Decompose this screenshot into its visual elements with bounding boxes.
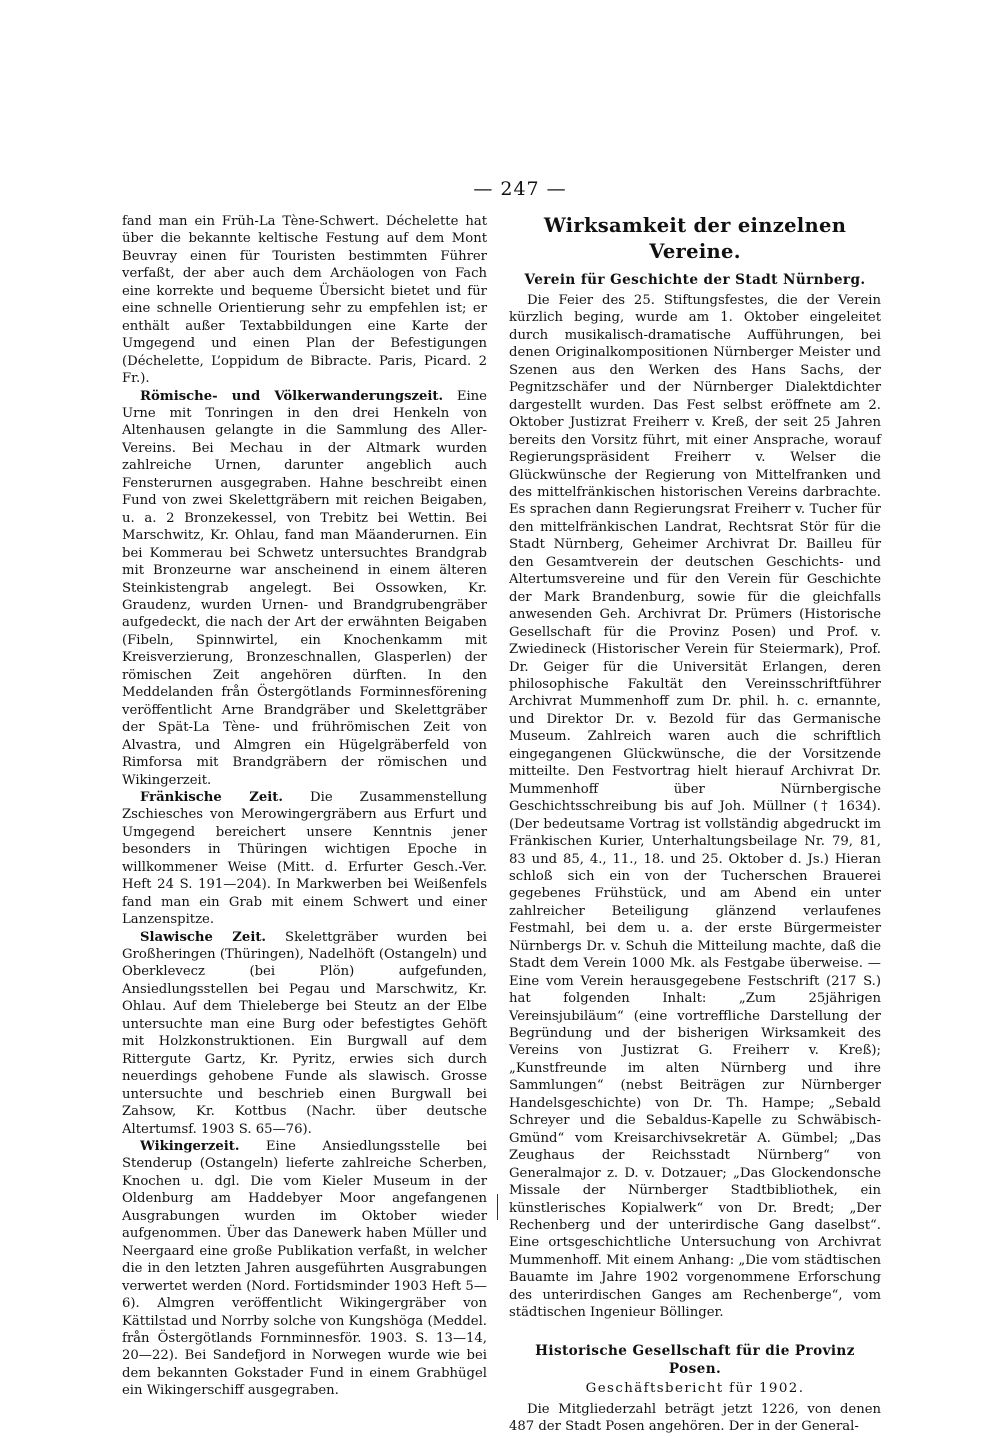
- paragraph-posen: Die Mitgliederzahl beträgt jetzt 1226, von denen 487 der Stadt Posen angehören. Der in der General-: [509, 1401, 881, 1435]
- section-roman-period: [122, 388, 487, 789]
- section-heading: Slawische Zeit.: [140, 929, 267, 945]
- section-heading: Wikingerzeit.: [140, 1139, 240, 1155]
- page-number: — 247 —: [473, 178, 567, 200]
- section-viking-period: [122, 1138, 487, 1400]
- paragraph-nuernberg: Die Feier des 25. Stiftungsfestes, die der Verein kürzlich beging, wurde am 1. Oktober eingeleitet durch musikalisch-dramatische Aufführungen, bei denen Originalkompositionen Nürnberger Meister und Szenen aus den Werken des Hans Sachs, der Pegnitzschäfer und der Nürnberger Dialektdichter dargestellt wurden. Das Fest selbst eröffnete am 2. Oktober Justizrat Freiherr v. Kreß, der seit 25 Jahren bereits den Vorsitz führt, mit einer Ansprache, worauf Regierungspräsident Freiherr v. Welser die Glückwünsche der Regierung von Mittelfranken und des mittelfränkischen historischen Vereins darbrachte. Es sprachen dann Regierungsrat Freiherr v. Tucher für den mittelfränkischen Landrat, Rechtsrat Stör für die Stadt Nürnberg, Geheimer Archivrat Dr. Bailleu für den Gesamtverein der deutschen Geschichts- und Altertumsvereine und für den Verein für Geschichte der Mark Brandenburg, sowie für die gleichfalls anwesenden Geh. Archivrat Dr. Prümers (Historische Gesellschaft für die Provinz Posen) und Prof. v. Zwiedineck (Historischer Verein für Steiermark), Prof. Dr. Geiger für die Universität Erlangen, deren philosophische Fakultät den Vereinsschriftführer Archivrat Mummenhoff zum Dr. phil. h. c. ernannte, und Direktor Dr. v. Bezold für das Germanische Museum. Zahlreich waren auch die schriftlich eingegangenen Glückwünsche, die der Vorsitzende mitteilte. Den Festvortrag hielt hierauf Archivrat Dr. Mummenhoff über Nürnbergische Geschichtsschreibung bis auf Joh. Müllner († 1634). (Der bedeutsame Vortrag ist vollständig abgedruckt im Fränkischen Kurier, Unterhaltungsbeilage Nr. 79, 81, 83 und 85, 4., 11., 18. und 25. Oktober d. Js.) Hieran schloß sich ein von der Tucherschen Brauerei gegebenes Frühstück, und am Abend ein unter zahlreicher Beteiligung glänzend verlaufenes Festmahl, bei dem u. a. der erste Bürgermeister Nürnbergs Dr. v. Schuh die Mitteilung machte, daß die Stadt dem Verein 1000 Mk. als Festgabe überweise. — Eine vom Verein herausgegebene Festschrift (217 S.) hat folgenden Inhalt: „Zum 25jährigen Vereinsjubiläum“ (eine vortreffliche Darstellung der Begründung und der bisherigen Wirksamkeit des Vereins von Justizrat G. Freiherr v. Kreß); „Kunstfreunde im alten Nürnberg und ihre Sammlungen“ (nebst Beiträgen zur Nürnberger Handelsgeschichte) von Dr. Th. Hampe; „Sebald Schreyer und die Sebaldus-Kapelle zu Schwäbisch-Gmünd“ vom Kreisarchivsekretär A. Gümbel; „Das Zeughaus der Reichsstadt Nürnberg“ von Generalmajor z. D. v. Dotzauer; „Das Glockendonsche Missale der Nürnberger Stadtbibliothek, ein künstlerisches Kopialwerk“ von Dr. Bredt; „Der Rechenberg und der unterirdische Gang daselbst“. Eine ortsgeschichtliche Untersuchung von Archivrat Mummenhoff. Mit einem Anhang: „Die vom städtischen Bauamte im Jahre 1902 vorgenommene Erforschung des unterirdischen Ganges am Rechenberge“, vom städtischen Ingenieur Böllinger.: [509, 293, 881, 1321]
- section-text: Skelettgräber wurden bei Großheringen (Thüringen), Nadelhöft (Ostangeln) und Oberklevecz (bei Plön) aufgefunden, Ansiedlungsstellen bei Pegau und Marschwitz, Kr. Ohlau. Auf dem Thieleberge bei Steutz an der Elbe untersuchte man eine Burg oder befestigtes Gehöft mit Holzkonstruktionen. Ein Burgwall auf dem Rittergute Gartz, Kr. Pyritz, erwies sich durch neuerdings gehobene Funde als slawisch. Grosse untersuchte und beschrieb einen Burgwall bei Zahsow, Kr. Kottbus (Nachr. über deutsche Altertumsf. 1903 S. 65—76).: [122, 929, 487, 1137]
- subheading-report: Geschäftsbericht für 1902.: [585, 1380, 805, 1396]
- margin-rule: [497, 1194, 498, 1220]
- right-column: [509, 213, 881, 1436]
- section-slavic-period: [122, 929, 487, 1138]
- main-heading: Wirksamkeit der einzelnen Vereine.: [543, 214, 847, 263]
- section-heading: Römische- und Völkerwanderungszeit.: [140, 388, 444, 404]
- left-column: [122, 213, 487, 1400]
- subheading-nuernberg: Verein für Geschichte der Stadt Nürnberg.: [524, 272, 866, 288]
- subheading-posen: Historische Gesellschaft für die Provinz Posen.: [535, 1342, 855, 1377]
- section-heading: Fränkische Zeit.: [140, 789, 283, 805]
- paragraph-intro: fand man ein Früh-La Tène-Schwert. Déchelette hat über die bekannte keltische Festung auf dem Mont Beuvray einen für Touristen bestimmten Führer verfaßt, der aber auch dem Archäologen von Fach eine korrekte und bequeme Übersicht bietet und für eine schnelle Orientierung sehr zu empfehlen ist; er enthält außer Textabbildungen eine Karte der Umgegend und einen Plan der Befestigungen (Déchelette, L’oppidum de Bibracte. Paris, Picard. 2 Fr.).: [122, 214, 487, 387]
- section-text: Eine Urne mit Tonringen in den drei Henkeln von Altenhausen gelangte in die Sammlung des Aller-Vereins. Bei Mechau in der Altmark wurden zahlreiche Urnen, darunter angeblich auch Fensterurnen ausgegraben. Hahne beschreibt einen Fund von zwei Skelettgräbern mit reichen Beigaben, u. a. 2 Bronzekessel, von Trebitz bei Wettin. Bei Marschwitz, Kr. Ohlau, fand man Mäanderurnen. Ein bei Kommerau bei Schwetz untersuchtes Brandgrab mit Bronzeurne war anscheinend in einem älteren Steinkistengrab angelegt. Bei Ossowken, Kr. Graudenz, wurden Urnen- und Brandgrubengräber aufgedeckt, die nach der Art der erwähnten Beigaben (Fibeln, Spinnwirtel, ein Knochenkamm mit Kreisverzierung, Bronzeschnallen, Glasperlen) der römischen Zeit angehören dürften. In den Meddelanden från Östergötlands Forminnesförening veröffentlicht Arne Brandgräber und Skelettgräber der Spät-La Tène- und frührömischen Zeit von Alvastra, und Almgren ein Hügelgräberfeld von Rimforsa mit Brandgräbern der römischen und Wikingerzeit.: [122, 388, 487, 788]
- section-frankish-period: [122, 789, 487, 929]
- section-text: Eine Ansiedlungsstelle bei Stenderup (Ostangeln) lieferte zahlreiche Scherben, Knochen u. dgl. Die vom Kieler Museum in der Oldenburg am Haddebyer Moor angefangenen Ausgrabungen wurden im Oktober wieder aufgenommen. Über das Danewerk haben Müller und Neergaard eine große Publikation verfaßt, in welcher die in den letzten Jahren ausgeführten Ausgrabungen verwertet werden (Nord. Fortidsminder 1903 Heft 5—6). Almgren veröffentlicht Wikingergräber von Kättilstad und Norrby solche von Kungshöga (Meddel. från Östergötlands Fornminnesför. 1903. S. 13—14, 20—22). Bei Sandefjord in Norwegen wurde wie bei dem bekannten Gokstader Fund in einem Grabhügel ein Wikingerschiff ausgegraben.: [122, 1139, 487, 1399]
- section-text: Die Zusammenstellung Zschiesches von Merowingergräbern aus Erfurt und Umgegend bereichert unsere Kenntnis jener besonders in Thüringen wichtigen Epoche in willkommener Weise (Mitt. d. Erfurter Gesch.-Ver. Heft 24 S. 191—204). In Markwerben bei Weißenfels fand man ein Grab mit einem Schwert und einer Lanzenspitze.: [122, 789, 488, 928]
